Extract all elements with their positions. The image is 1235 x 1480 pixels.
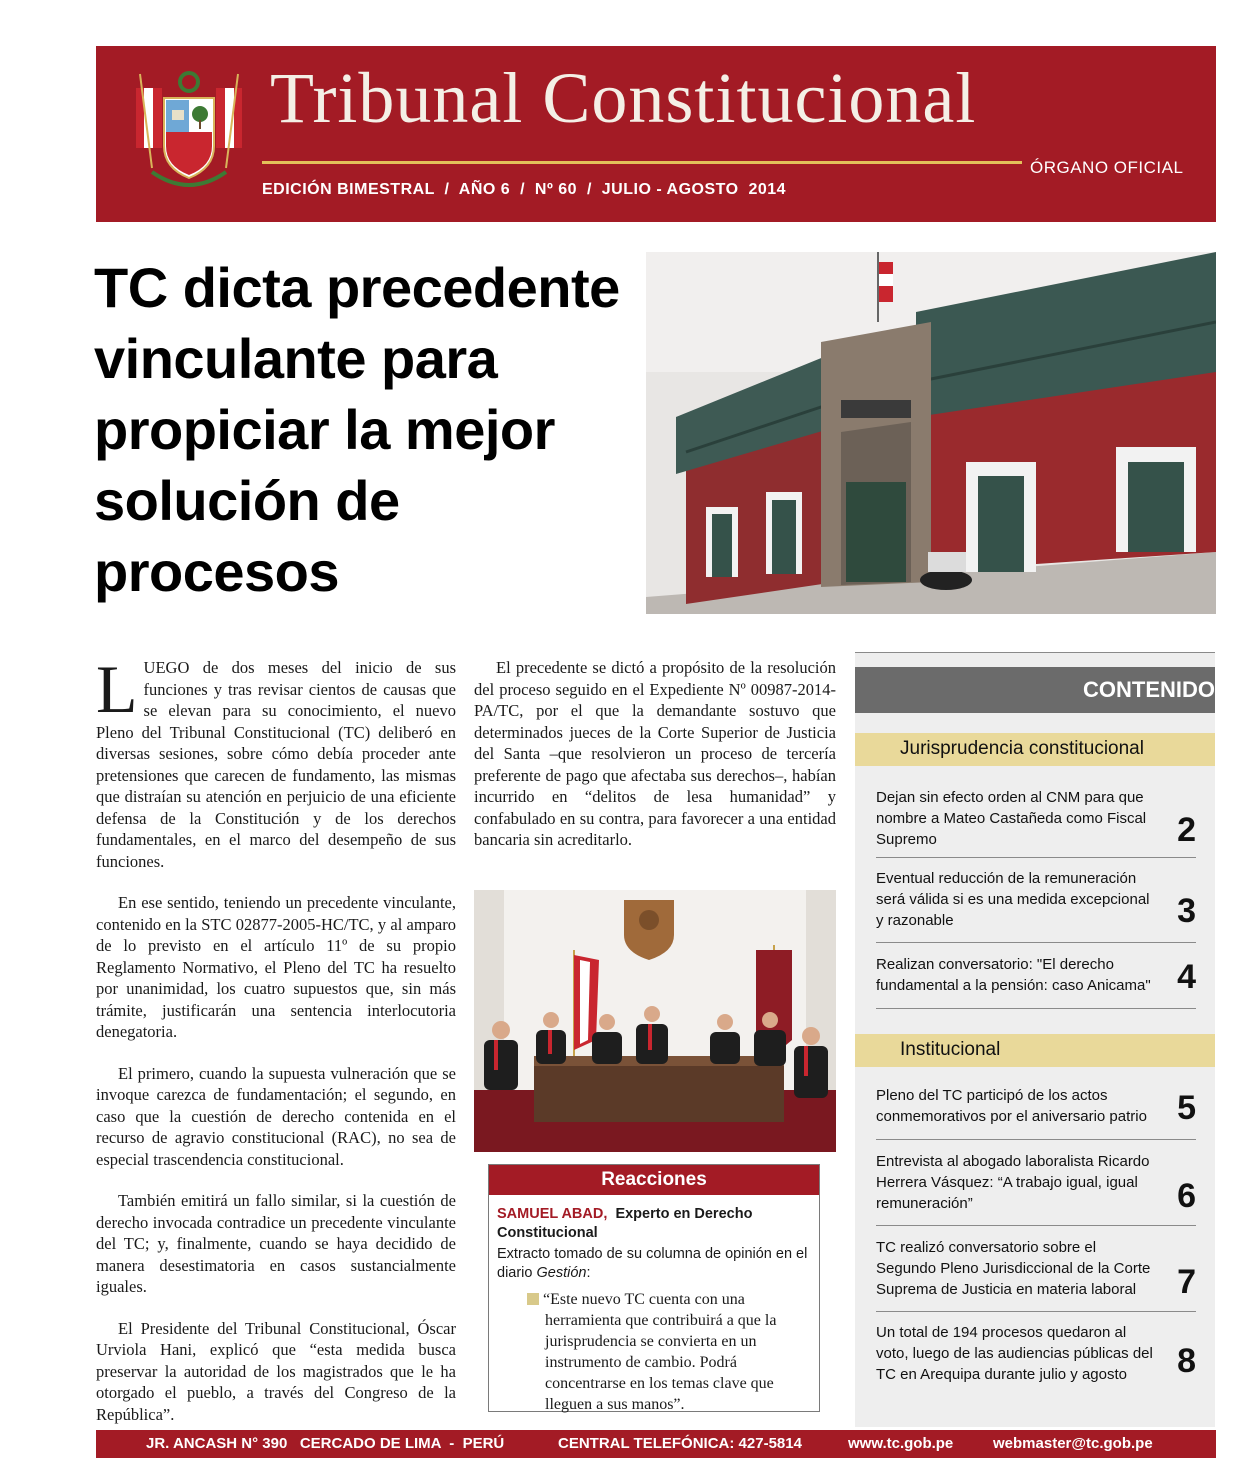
toc-item-text: Un total de 194 procesos quedaron al voto, luego de las audiencias públicas del TC en Arequipa durante julio y agosto xyxy=(876,1324,1153,1383)
toc-divider xyxy=(876,942,1196,943)
toc-item[interactable] xyxy=(876,1085,1196,1129)
toc-item-text: Realizan conversatorio: "El derecho fundamental a la pensión: caso Anicama" xyxy=(876,956,1151,994)
toc-divider xyxy=(876,1311,1196,1312)
toc-divider xyxy=(876,1225,1196,1226)
article-column-1 xyxy=(96,651,456,1445)
author-role: Experto en Derecho Constitucional xyxy=(497,1206,753,1241)
main-headline: TC dicta precedente vinculante para propiciar la mejor solución de procesos xyxy=(94,256,620,603)
toc-page-number: 3 xyxy=(1177,892,1196,930)
article-paragraph: LUEGO de dos meses del inicio de sus funciones y tras revisar cientos de causas que se elevan para su conocimiento, el nuevo Pleno del Tribunal Constitucional (TC) deliberó en diversas sesiones, sobre cómo debía proceder ante pretensiones que carecen de fundamento, las mismas que distraían su atención en perjuicio de una eficiente defensa de la Constitución y de los derechos fundamentales, en el marco del desempeño de sus funciones. xyxy=(96,651,456,871)
toc-page-number: 7 xyxy=(1177,1263,1196,1301)
coat-of-arms-icon xyxy=(130,68,248,196)
author-name: SAMUEL ABAD, xyxy=(497,1206,608,1222)
toc-page-number: 6 xyxy=(1177,1177,1196,1215)
reactions-author xyxy=(497,1205,811,1243)
toc-divider xyxy=(876,1139,1196,1140)
toc-item[interactable] xyxy=(876,954,1196,998)
toc-item[interactable] xyxy=(876,868,1196,932)
section-label-institucional: Institucional xyxy=(900,1039,1001,1060)
court-session-photo xyxy=(474,890,836,1152)
toc-page-number: 8 xyxy=(1177,1342,1196,1380)
contents-title: CONTENIDO xyxy=(1083,677,1215,702)
toc-page-number: 4 xyxy=(1177,958,1196,996)
masthead-title: Tribunal Constitucional xyxy=(270,58,977,138)
footer-phone: CENTRAL TELEFÓNICA: 427-5814 xyxy=(558,1435,802,1452)
masthead-subtitle: ÓRGANO OFICIAL xyxy=(1030,158,1184,177)
toc-divider xyxy=(876,857,1196,858)
reactions-quote: “Este nuevo TC cuenta con una herramienta que contribuirá a que la jurisprudencia se convierta en un instrumento de cambio. Podrá concentrarse en los temas clave que lleguen a sus manos”. xyxy=(527,1289,811,1415)
toc-item-text: Pleno del TC participó de los actos conmemorativos por el aniversario patrio xyxy=(876,1087,1147,1125)
toc-item-text: Entrevista al abogado laboralista Ricardo Herrera Vásquez: “A trabajo igual, igual remuneración” xyxy=(876,1153,1150,1212)
reactions-box xyxy=(488,1164,820,1412)
masthead-gold-rule xyxy=(262,161,1022,164)
drop-cap: L xyxy=(96,651,138,727)
toc-item-text: TC realizó conversatorio sobre el Segundo Pleno Jurisdiccional de la Corte Suprema de Justicia en materia laboral xyxy=(876,1239,1151,1298)
article-paragraph: También emitirá un fallo similar, si la cuestión de derecho invocada contradice un precedente vinculante del TC; y, finalmente, cuando se haya decidido de manera desestimatoria en casos sustancialmente iguales. xyxy=(96,1191,456,1296)
section-label-jurisprudencia: Jurisprudencia constitucional xyxy=(900,738,1144,759)
toc-item[interactable] xyxy=(876,787,1196,849)
footer-website-link[interactable]: www.tc.gob.pe xyxy=(848,1435,954,1452)
toc-item[interactable] xyxy=(876,1322,1196,1386)
article-paragraph: En ese sentido, teniendo un precedente vinculante, contenido en la STC 02877-2005-HC/TC, y al amparo de lo previsto en el artículo 11º de su propio Reglamento Normativo, el Pleno del TC ha resuelto por unanimidad, los cuatro supuestos que, sin más trámite, justificarán una sentencia interlocutoria denegatoria. xyxy=(96,893,456,1041)
reactions-title: Reacciones xyxy=(489,1165,819,1195)
edition-line: EDICIÓN BIMESTRAL / AÑO 6 / Nº 60 / JULIO - AGOSTO 2014 xyxy=(262,181,787,198)
article-paragraph: El precedente se dictó a propósito de la resolución del proceso seguido en el Expediente Nº 00987-2014-PA/TC, por el que la demandante sostuvo que determinados jueces de la Corte Superior de Justicia del Santa –que resolvieron un proceso de tercería preferente de pago que afectaba sus derechos–, habían incurrido en “delitos de lesa humanidad” y confabulado en su contra, para favorecer a una entidad bancaria sin acreditarlo. xyxy=(474,658,836,849)
article-column-2 xyxy=(474,657,836,871)
toc-page-number: 2 xyxy=(1177,811,1196,849)
footer-address: JR. ANCASH N° 390 CERCADO DE LIMA - PERÚ xyxy=(146,1435,505,1452)
toc-page-number: 5 xyxy=(1177,1089,1196,1127)
toc-item[interactable] xyxy=(876,1237,1196,1301)
article-paragraph: El Presidente del Tribunal Constitucional, Óscar Urviola Hani, explicó que “esta medida busca preservar la autoridad de los magistrados que le ha otorgado el pueblo, a través del Congreso de la República”. xyxy=(96,1318,456,1424)
reactions-source: Extracto tomado de su columna de opinión en el diario Gestión: xyxy=(497,1246,808,1281)
toc-divider xyxy=(876,1008,1196,1009)
quote-bullet-icon xyxy=(527,1293,539,1305)
toc-item-text: Eventual reducción de la remuneración será válida si es una medida excepcional y razonable xyxy=(876,870,1150,929)
toc-item-text: Dejan sin efecto orden al CNM para que nombre a Mateo Castañeda como Fiscal Supremo xyxy=(876,789,1147,848)
article-paragraph: El primero, cuando la supuesta vulneración que se invoque carezca de fundamentación; el segundo, en caso que la cuestión de derecho contenida en el recurso de agravio constitucional (RAC), no sea de especial trascendencia constitucional. xyxy=(96,1063,456,1169)
footer-email-link[interactable]: webmaster@tc.gob.pe xyxy=(993,1435,1153,1452)
toc-item[interactable] xyxy=(876,1151,1196,1215)
building-photo xyxy=(646,252,1216,614)
